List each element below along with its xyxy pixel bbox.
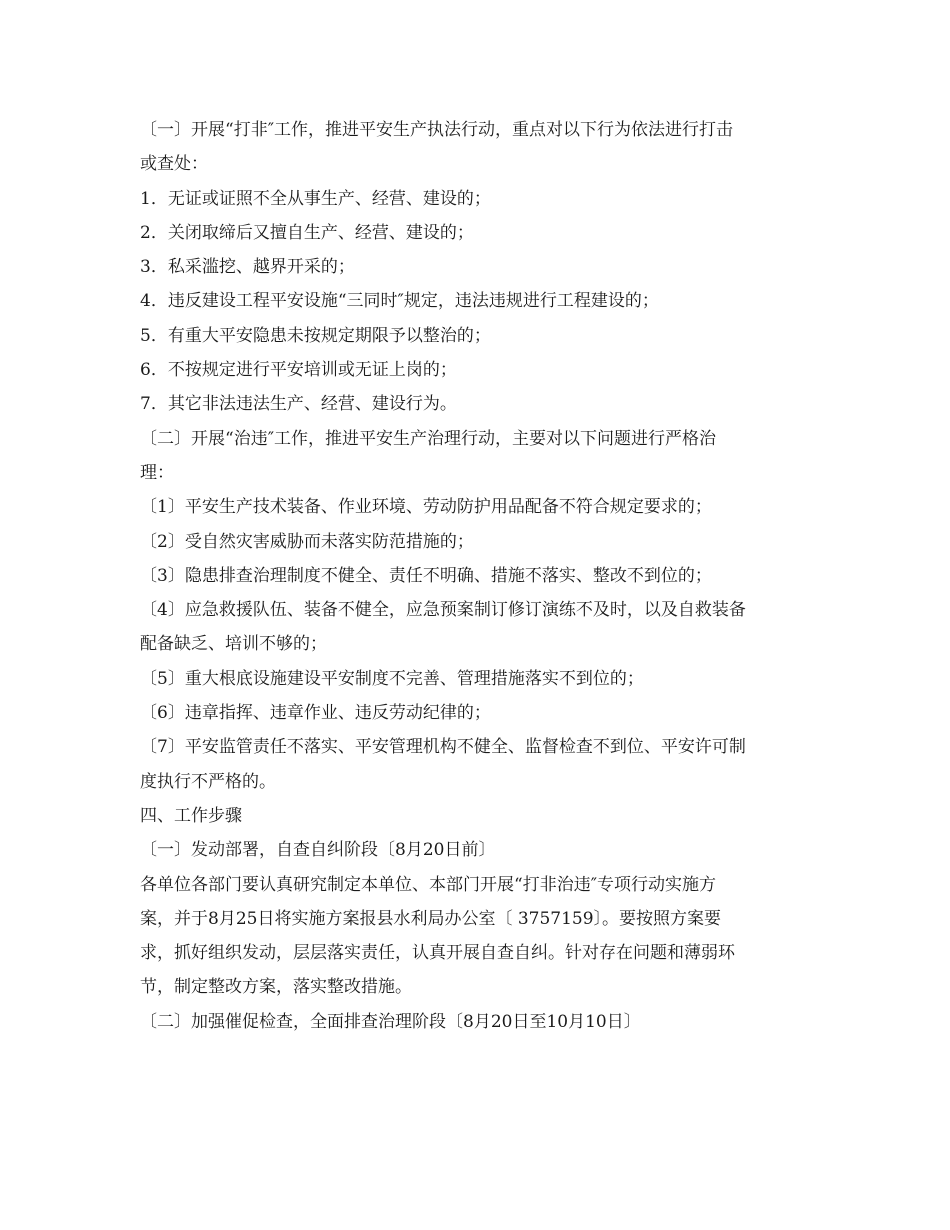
list-item-paren-3: 〔3〕隐患排查治理制度不健全、责任不明确、措施不落实、整改不到位的； <box>140 565 712 586</box>
list-item-6: 6．不按规定进行平安培训或无证上岗的； <box>140 360 457 381</box>
list-item-paren-6: 〔6〕违章指挥、违章作业、违反劳动纪律的； <box>140 703 491 724</box>
text-line-section-2-heading-cont: 理： <box>140 462 174 483</box>
list-item-7: 7．其它非法违法生产、经营、建设行为。 <box>140 394 457 415</box>
list-item-paren-5: 〔5〕重大根底设施建设平安制度不完善、管理措施落实不到位的； <box>140 668 644 689</box>
list-item-2: 2．关闭取缔后又擅自生产、经营、建设的； <box>140 222 474 243</box>
list-item-paren-4: 〔4〕应急救援队伍、装备不健全，应急预案制订修订演练不及时，以及自救装备 <box>140 600 746 621</box>
paragraph-line-4: 节，制定整改方案，落实整改措施。 <box>140 977 412 998</box>
subsection-heading-phase-2: 〔二〕加强催促检查，全面排查治理阶段〔8月20日至10月10日〕 <box>140 1011 641 1032</box>
text-line-section-1-heading: 〔一〕开展“打非″工作，推进平安生产执法行动，重点对以下行为依法进行打击 <box>140 120 734 140</box>
list-item-paren-4-cont: 配备缺乏、培训不够的； <box>140 634 327 655</box>
document-body <box>140 113 810 1039</box>
paragraph-line-2: 案，并于8月25日将实施方案报县水利局办公室〔 3757159〕。要按照方案要 <box>140 908 722 929</box>
text-line-section-2-heading: 〔二〕开展“治违″工作，推进平安生产治理行动，主要对以下问题进行严格治 <box>140 428 717 449</box>
text-line-section-1-heading-cont: 或查处： <box>140 154 208 175</box>
list-item-1: 1．无证或证照不全从事生产、经营、建设的； <box>140 188 491 209</box>
list-item-3: 3．私采滥挖、越界开采的； <box>140 257 355 278</box>
list-item-paren-2: 〔2〕受自然灾害威胁而未落实防范措施的； <box>140 531 474 552</box>
subsection-heading-phase-1: 〔一〕发动部署，自查自纠阶段〔8月20日前〕 <box>140 840 496 861</box>
list-item-5: 5．有重大平安隐患未按规定期限予以整治的； <box>140 325 491 346</box>
list-item-paren-7: 〔7〕平安监管责任不落实、平安管理机构不健全、监督检查不到位、平安许可制 <box>140 737 746 758</box>
paragraph-line-3: 求，抓好组织发动，层层落实责任，认真开展自查自纠。针对存在问题和薄弱环 <box>140 943 735 964</box>
paragraph-line-1: 各单位各部门要认真研究制定本单位、本部门开展“打非治违″专项行动实施方 <box>140 874 717 895</box>
section-heading-work-steps: 四、工作步骤 <box>140 805 242 826</box>
list-item-paren-7-cont: 度执行不严格的。 <box>140 771 276 792</box>
list-item-paren-1: 〔1〕平安生产技术装备、作业环境、劳动防护用品配备不符合规定要求的； <box>140 497 712 518</box>
list-item-4: 4．违反建设工程平安设施“三同时″规定，违法违规进行工程建设的； <box>140 291 659 312</box>
